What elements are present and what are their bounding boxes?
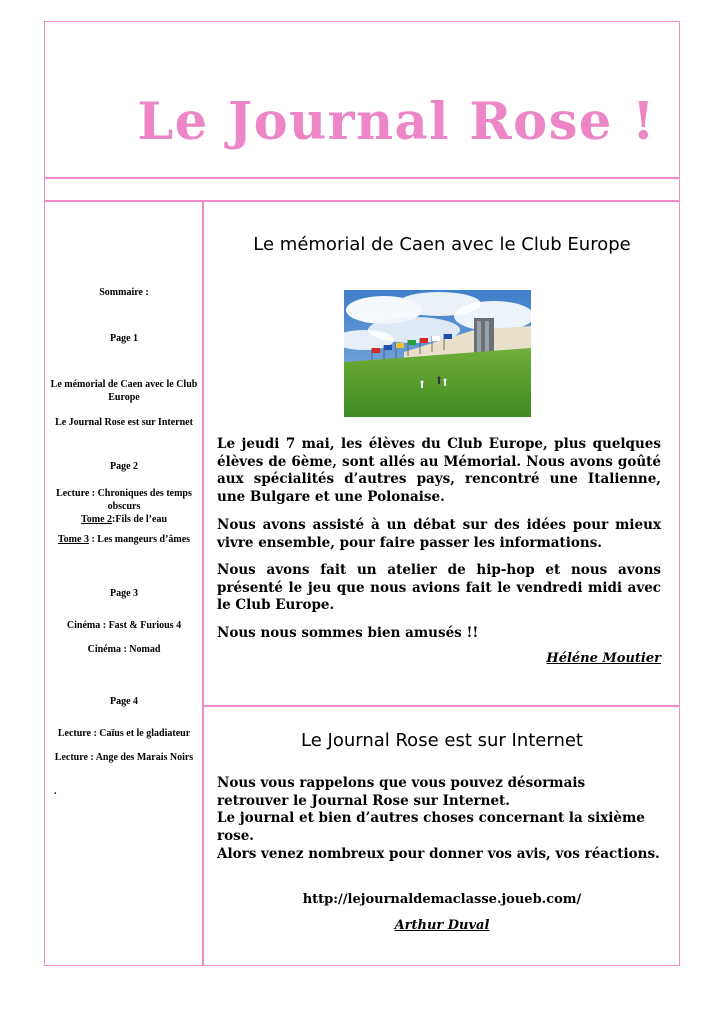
sidebar-end-dot: .: [54, 786, 57, 797]
article-divider: [202, 705, 680, 707]
article2-title: Le Journal Rose est sur Internet: [301, 730, 583, 751]
sidebar-p1-item2[interactable]: Le Journal Rose est sur Internet: [55, 417, 193, 428]
tome2-text: :Fils de l’eau: [112, 514, 168, 525]
header-strip: [44, 178, 680, 201]
tome3-text: : Les mangeurs d’âmes: [91, 534, 191, 545]
sidebar-p4-item1[interactable]: Lecture : Caïus et le gladiateur: [57, 728, 191, 739]
article1-paragraph1: Le jeudi 7 mai, les élèves du Club Europe, plus quelques élèves de 6ème, sont allés au Mémorial. Nous avons goûté aux spécialités d’autres pays, rencontré une Italienne, une Bulgare et une Polonaise.: [217, 436, 661, 505]
sidebar-p3-item1[interactable]: Cinéma : Fast & Furious 4: [66, 620, 182, 631]
article1-paragraph4: Nous nous sommes bien amusés !!: [217, 625, 479, 641]
article2-paragraph3: Alors venez nombreux pour donner vos avis, vos réactions.: [217, 846, 660, 862]
tome3-label: Tome 3: [57, 534, 89, 545]
masthead-title: Le Journal Rose !: [137, 92, 656, 152]
sidebar-page1[interactable]: Page 1: [109, 333, 139, 344]
sidebar-p1-item1[interactable]: Le mémorial de Caen avec le Club Europe: [50, 379, 198, 403]
sidebar-heading: Sommaire :: [99, 287, 149, 298]
article2-url-link[interactable]: http://lejournaldemaclasse.joueb.com/: [302, 892, 582, 907]
sidebar-p3-item2[interactable]: Cinéma : Nomad: [87, 644, 161, 655]
article2-paragraph1: Nous vous rappelons que vous pouvez désormais retrouver le Journal Rose sur Internet.: [217, 775, 586, 809]
article1-title: Le mémorial de Caen avec le Club Europe: [253, 234, 631, 255]
sidebar-p2-item1[interactable]: Lecture : Chroniques des temps obscurs: [56, 488, 192, 512]
article2-paragraph2: Le journal et bien d’autres choses concernant la sixième rose.: [217, 810, 645, 844]
memorial-photo: [344, 290, 531, 417]
sidebar-page4[interactable]: Page 4: [109, 696, 139, 707]
article1-paragraph3: Nous avons fait un atelier de hip-hop et nous avons présenté le jeu que nous avions fait le vendredi midi avec le Club Europe.: [217, 562, 661, 613]
sidebar-p4-item2[interactable]: Lecture : Ange des Marais Noirs: [54, 752, 194, 763]
sidebar-divider: [202, 201, 204, 966]
article1-author: Héléne Moutier: [546, 651, 661, 666]
article1-paragraph2: Nous avons assisté à un débat sur des idées pour mieux vivre ensemble, pour faire passer les informations.: [217, 517, 661, 551]
sidebar-page3[interactable]: Page 3: [109, 588, 139, 599]
article2-author: Arthur Duval: [394, 918, 490, 933]
sidebar-p2-tome3[interactable]: [48, 533, 200, 546]
sidebar-page2[interactable]: Page 2: [109, 461, 139, 472]
tome2-label: Tome 2: [80, 514, 113, 525]
sidebar-p2-tome2[interactable]: [48, 513, 200, 526]
